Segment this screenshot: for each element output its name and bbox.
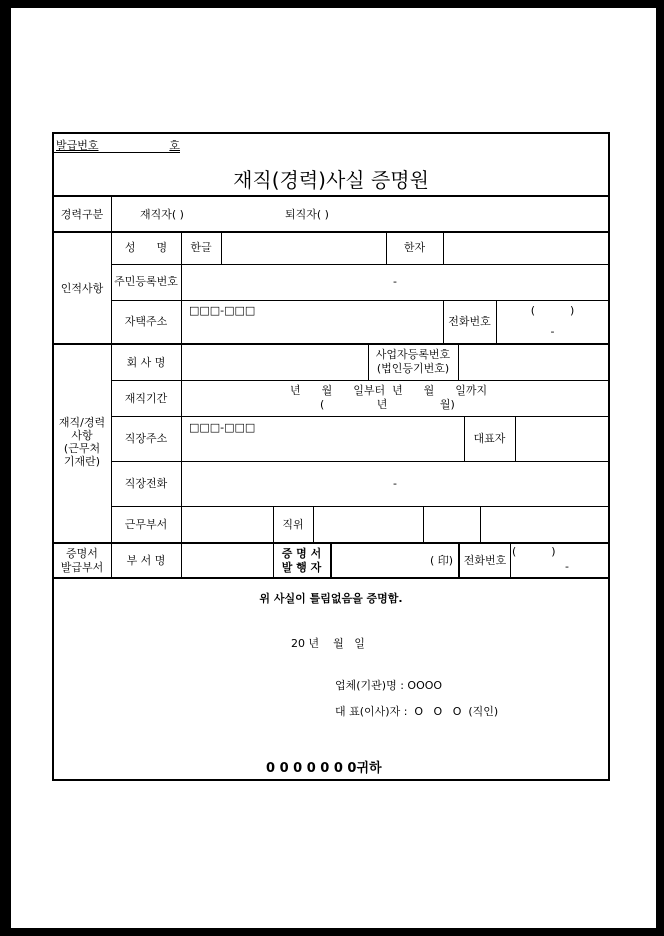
home-address-field[interactable] xyxy=(182,318,442,343)
department-field[interactable] xyxy=(182,507,272,541)
issue-number-suffix: 호 xyxy=(169,139,180,152)
position-field[interactable] xyxy=(314,507,422,541)
name-label: 성 명 xyxy=(124,241,168,254)
seal-mark: ( 印) xyxy=(430,554,454,567)
issuer-section-label-1: 증명서 xyxy=(66,547,98,560)
certification-statement: 위 사실이 틀림없음을 증명함. xyxy=(259,592,403,605)
divider xyxy=(53,195,609,197)
department-label: 근무부서 xyxy=(124,518,168,531)
period-duration[interactable]: ( 년 월) xyxy=(320,398,455,411)
employment-section-label-line: 재직/경력 xyxy=(58,416,106,429)
recipient: 0 0 0 0 0 0 0귀하 xyxy=(266,761,382,776)
issuer-name-field[interactable] xyxy=(333,544,428,577)
form-border-right xyxy=(608,132,610,781)
company-name-label: 회 사 명 xyxy=(126,356,166,369)
issue-number-label: 발급번호 xyxy=(56,139,99,152)
document-page xyxy=(11,8,656,928)
home-address-label: 자택주소 xyxy=(124,315,168,328)
form-border-top xyxy=(53,132,610,134)
divider-v xyxy=(480,506,481,542)
issuing-dept-field[interactable] xyxy=(182,544,272,577)
work-phone-field[interactable]: - xyxy=(393,477,397,490)
organization-name: 업체(기관)명 : OOOO xyxy=(335,679,443,692)
issue-date[interactable]: 20 년 월 일 xyxy=(291,637,365,650)
divider xyxy=(111,300,608,301)
representative-line: 대 표(이사)자 : O O O (직인) xyxy=(335,705,499,718)
divider xyxy=(111,264,608,265)
divider-v xyxy=(111,196,112,232)
dept-name-label: 부 서 명 xyxy=(126,554,166,567)
ceo-field[interactable] xyxy=(516,417,607,460)
issuer-phone-label: 전화번호 xyxy=(463,554,507,567)
work-address-field[interactable] xyxy=(182,435,463,460)
period-label: 재직기간 xyxy=(124,392,168,405)
issuer-section-label-2: 발급부서 xyxy=(60,561,104,574)
employment-section-label-line: (근무처 xyxy=(63,442,101,455)
resident-no-label: 주민등록번호 xyxy=(114,275,178,288)
divider-v xyxy=(330,543,332,578)
hanja-label: 한자 xyxy=(403,241,426,254)
work-postal-code[interactable]: □□□-□□□ xyxy=(189,421,256,434)
home-phone-area[interactable]: ( ) xyxy=(530,304,575,317)
employment-section-label-line: 사항 xyxy=(71,429,93,442)
biz-reg-label-1: 사업자등록번호 xyxy=(375,348,451,361)
work-address-label: 직장주소 xyxy=(124,432,168,445)
biz-reg-field[interactable] xyxy=(459,345,607,379)
name-hanja-field[interactable] xyxy=(444,233,607,264)
home-phone-label: 전화번호 xyxy=(448,315,491,328)
work-phone-label: 직장전화 xyxy=(124,477,168,490)
hangul-label: 한글 xyxy=(190,241,212,254)
issuer-phone-area[interactable]: ( ) xyxy=(512,545,556,558)
biz-reg-label-2: (법인등기번호) xyxy=(376,362,450,375)
personal-section-label: 인적사항 xyxy=(60,282,104,295)
divider xyxy=(111,461,608,462)
employment-section-label xyxy=(53,416,111,468)
divider-v xyxy=(423,506,424,542)
retired-checkbox[interactable]: 퇴직자( ) xyxy=(285,208,329,221)
form-border-bottom xyxy=(53,779,610,781)
issuer-label-1: 증 명 서 xyxy=(281,547,322,560)
page-title: 재직(경력)사실 증명원 xyxy=(233,168,429,192)
position-label: 직위 xyxy=(282,518,304,531)
ceo-label: 대표자 xyxy=(473,432,506,445)
divider xyxy=(111,380,608,381)
employed-checkbox[interactable]: 재직자( ) xyxy=(140,208,184,221)
issuer-phone-number[interactable]: - xyxy=(565,560,569,573)
resident-no-field[interactable]: - xyxy=(393,275,397,288)
name-hangul-field[interactable] xyxy=(222,233,385,264)
employment-section-label-line: 기재란) xyxy=(63,455,101,468)
period-range[interactable]: 년 월 일부터 년 월 일까지 xyxy=(290,384,488,397)
home-postal-code[interactable]: □□□-□□□ xyxy=(189,304,256,317)
company-name-field[interactable] xyxy=(182,345,367,379)
issue-number-underline xyxy=(54,152,180,153)
home-phone-number[interactable]: - xyxy=(550,325,555,338)
divider-v xyxy=(510,543,511,578)
issuer-label-2: 발 행 자 xyxy=(281,561,322,574)
career-type-label: 경력구분 xyxy=(60,208,104,221)
